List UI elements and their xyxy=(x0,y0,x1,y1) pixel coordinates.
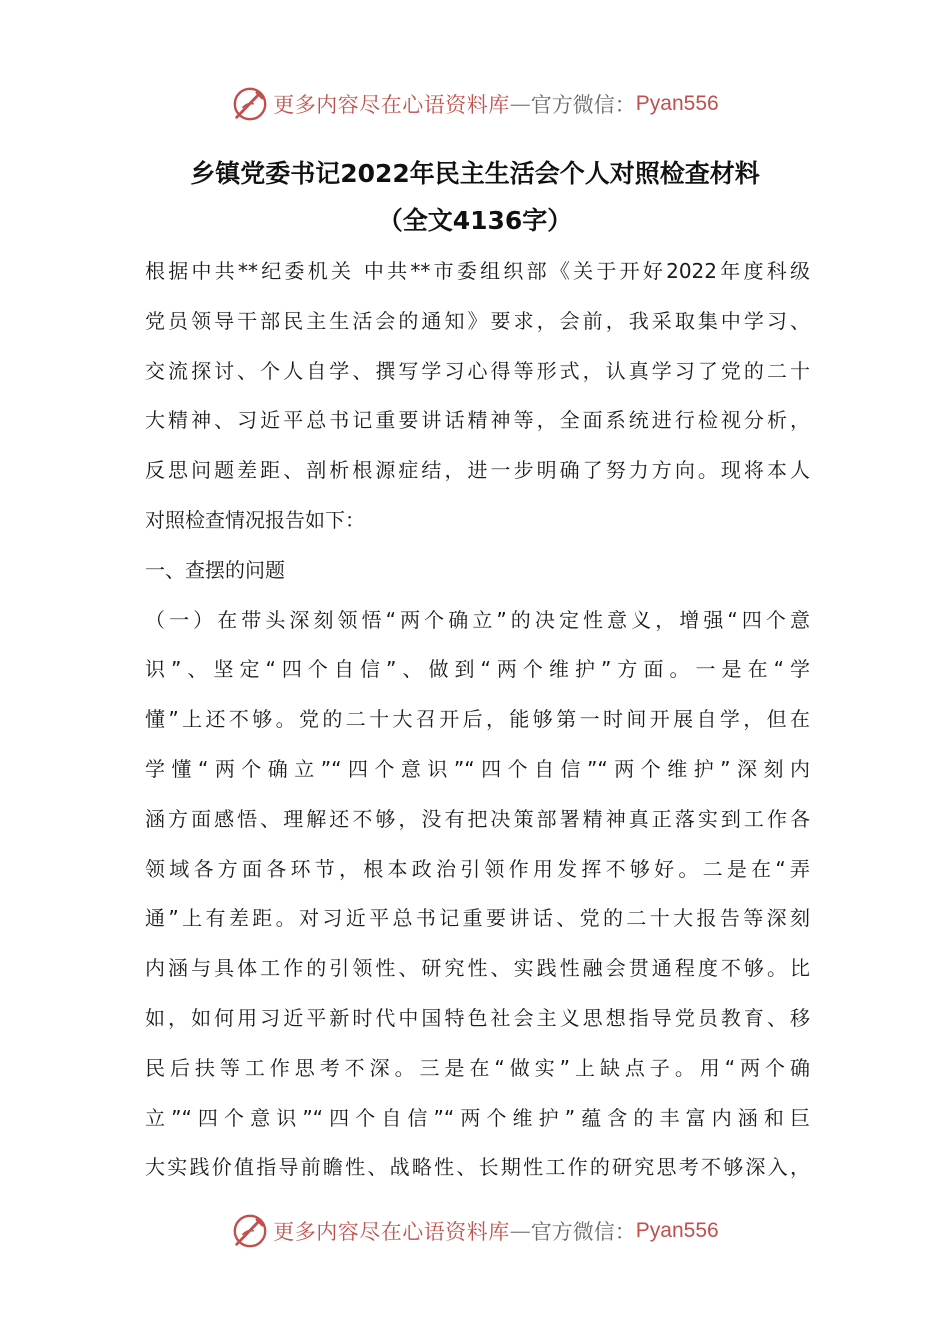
body-line: 根据中共**纪委机关 中共**市委组织部《关于开好2022年度科级 xyxy=(145,259,810,283)
watermark-official-label: 官方微信： xyxy=(530,93,636,117)
watermark-official-label: 官方微信： xyxy=(530,1220,636,1244)
body-line: 大实践价值指导前瞻性、战略性、长期性工作的研究思考不够深入， xyxy=(145,1155,810,1180)
document-body xyxy=(145,247,810,1193)
watermark-text: 更多内容尽在心语资料库 xyxy=(273,93,510,117)
body-line: 对照检查情况报告如下： xyxy=(145,507,365,532)
body-line: （一）在带头深刻领悟“两个确立”的决定性意义，增强“四个意 xyxy=(145,607,810,632)
body-line: 懂”上还不够。党的二十大召开后，能够第一时间开展自学，但在 xyxy=(145,707,810,732)
body-line: 民后扶等工作思考不深。三是在“做实”上缺点子。用“两个确 xyxy=(145,1055,810,1080)
watermark-banner-top xyxy=(0,84,950,124)
body-line: 党员领导干部民主生活会的通知》要求，会前，我采取集中学习、 xyxy=(145,308,810,333)
watermark-banner-bottom xyxy=(0,1211,950,1251)
pen-logo-icon xyxy=(231,1212,269,1250)
pen-logo-icon xyxy=(231,85,269,123)
watermark-wechat-id: Pyan556 xyxy=(635,1219,719,1242)
body-line: 识”、坚定“四个自信”、做到“两个维护”方面。一是在“学 xyxy=(145,657,810,682)
watermark-text: 更多内容尽在心语资料库 xyxy=(273,1220,510,1244)
body-line: 学懂“两个确立”“四个意识”“四个自信”“两个维护”深刻内 xyxy=(145,756,810,781)
body-line: 反思问题差距、剖析根源症结，进一步明确了努力方向。现将本人 xyxy=(145,458,810,483)
watermark-dash: — xyxy=(509,92,531,116)
body-line: 领域各方面各环节，根本政治引领作用发挥不够好。二是在“弄 xyxy=(145,856,810,881)
document-title: 乡镇党委书记2022年民主生活会个人对照检查材料 xyxy=(190,159,760,188)
body-line: 立”“四个意识”“四个自信”“两个维护”蕴含的丰富内涵和巨 xyxy=(145,1105,810,1130)
watermark-wechat-id: Pyan556 xyxy=(635,92,719,115)
body-line: 大精神、习近平总书记重要讲话精神等，全面系统进行检视分析， xyxy=(145,408,810,433)
document-subtitle: （全文4136字） xyxy=(377,206,573,235)
body-line: 内涵与具体工作的引领性、研究性、实践性融会贯通程度不够。比 xyxy=(145,956,810,981)
watermark-dash: — xyxy=(509,1219,531,1243)
body-line: 涵方面感悟、理解还不够，没有把决策部署精神真正落实到工作各 xyxy=(145,806,810,831)
body-line: 交流探讨、个人自学、撰写学习心得等形式，认真学习了党的二十 xyxy=(145,358,810,383)
body-line: 通”上有差距。对习近平总书记重要讲话、党的二十大报告等深刻 xyxy=(145,906,810,931)
body-line: 如，如何用习近平新时代中国特色社会主义思想指导党员教育、移 xyxy=(145,1005,810,1030)
section-heading: 一、查摆的问题 xyxy=(145,557,285,582)
